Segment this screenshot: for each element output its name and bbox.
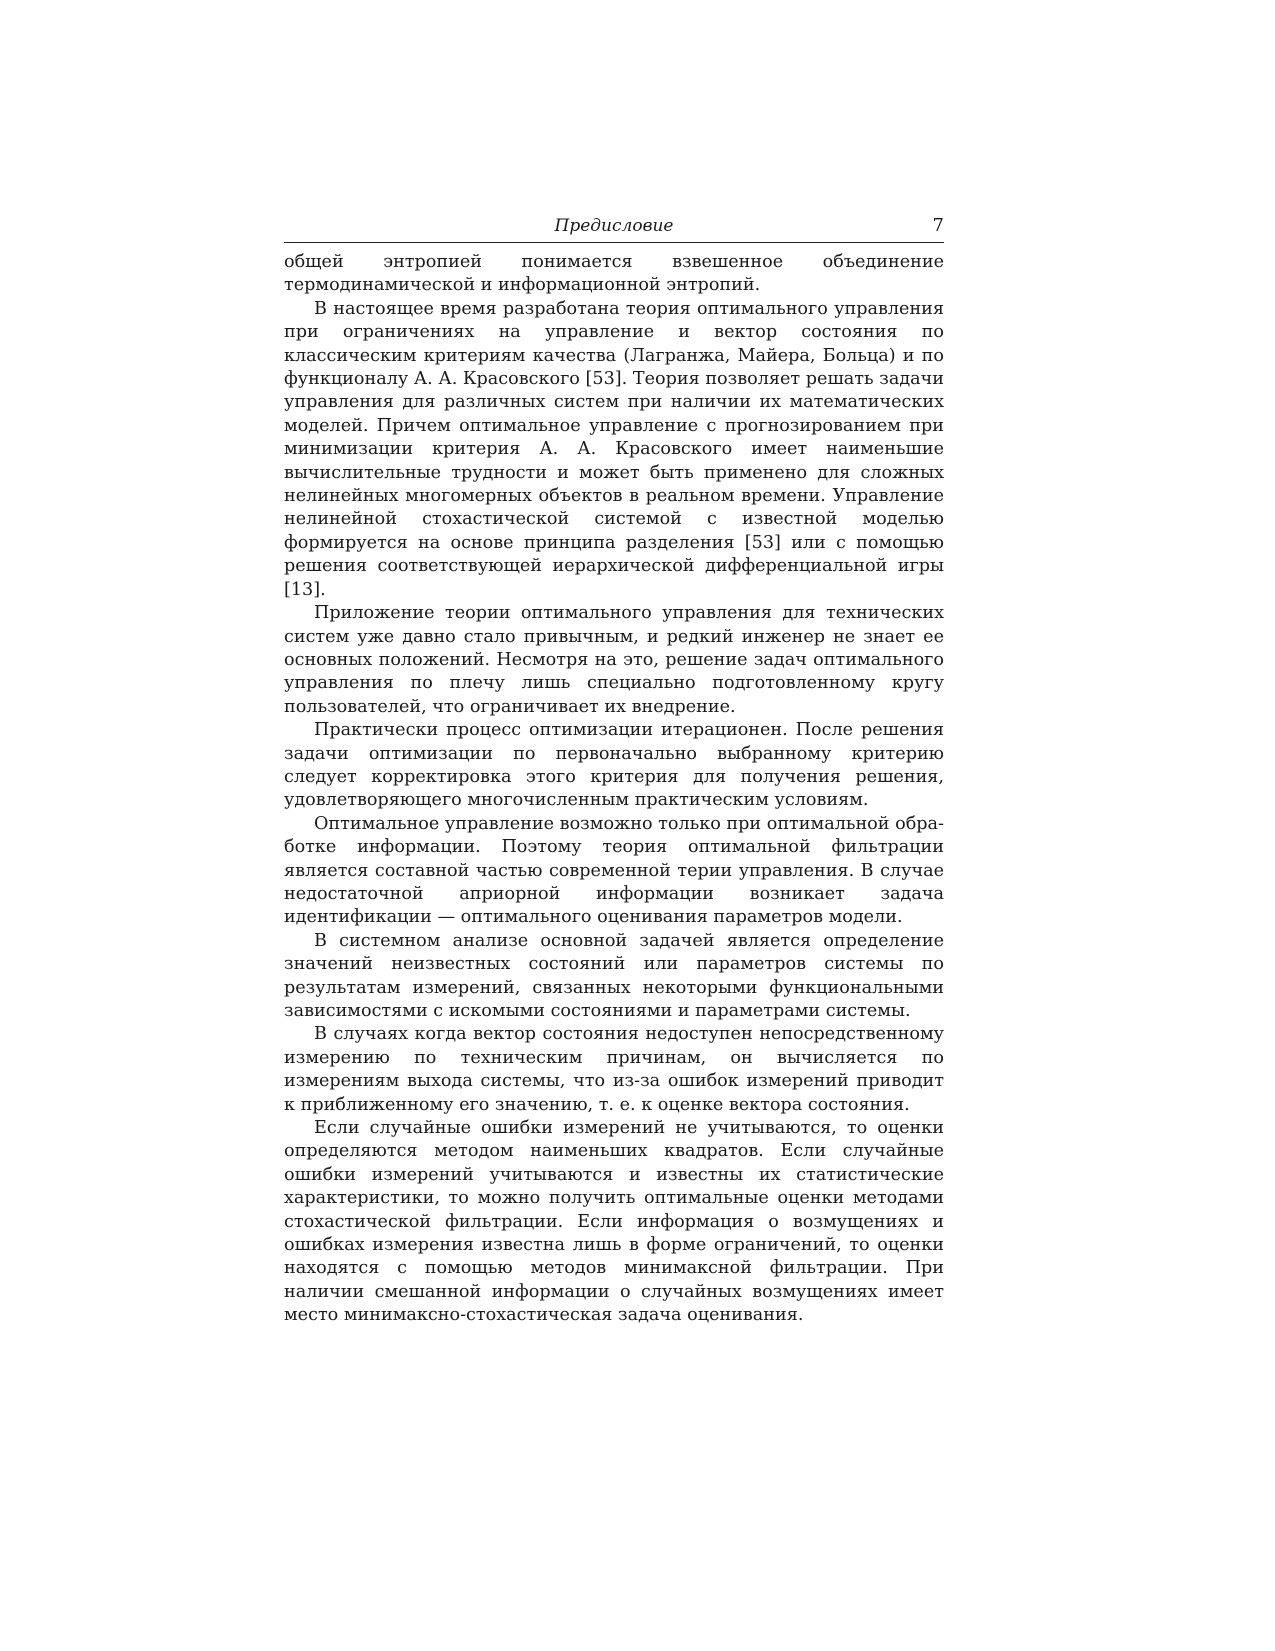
paragraph: общей энтропией понимается взвешенное объединение термодинамической и информационной энтропий. <box>284 252 944 296</box>
running-title: Предисловие <box>554 216 674 236</box>
paragraph: Оптимальное управление возможно только при оптимальной обработке информации. Поэтому теория оптимальной фильтрации является составной частью современной терии управления. В случае недостаточной априорной информации возникает задача идентификации — оптимального оценивания параметров модели. <box>284 813 944 928</box>
book-page <box>284 212 944 1328</box>
paragraph: Практически процесс оптимизации итерационен. После решения задачи оптимизации по первоначально выбранному критерию следует корректировка этого критерия для получения решения, удовлетворяющего многочисленным практическим условиям. <box>284 720 944 811</box>
running-header <box>284 212 944 243</box>
body-text <box>284 251 944 1328</box>
paragraph: В случаях когда вектор состояния недоступен непосредственному измерению по техническим причинам, он вычисляется по измерениям выхода системы, что из-за ошибок измерений приводит к приближенному его значению, т. е. к оценке вектора состояния. <box>284 1024 944 1115</box>
page-number: 7 <box>932 215 944 236</box>
paragraph: В настоящее время разработана теория оптимального управления при ограничениях на управление и вектор состояния по классическим критериям качества (Лагранжа, Майера, Больца) и по функционалу А. А. Красовского [53]. Теория позволяет решать задачи управления для различных систем при наличии их математических моделей. Причем оптимальное управление с прогнозированием при минимизации критерия А. А. Красовского имеет наименьшие вычислительные трудности и может быть применено для сложных нелинейных многомерных объектов в реальном времени. Управление нелинейной стохастической системой с известной моделью формируется на основе принципа разделения [53] или с помощью решения соответствующей иерархической дифференциальной игры [13]. <box>284 298 944 600</box>
paragraph: Приложение теории оптимального управления для технических систем уже давно стало привычным, и редкий инженер не знает ее основных положений. Несмотря на это, решение задач оптимального управления по плечу лишь специально подготовленному кругу пользователей, что ограничивает их внедрение. <box>284 603 944 717</box>
paragraph: В системном анализе основной задачей является определение значений неизвестных состояний или параметров системы по результатам измерений, связанных некоторыми функциональными зависимостями с искомыми состояниями и параметрами системы. <box>284 930 944 1021</box>
paragraph: Если случайные ошибки измерений не учитываются, то оценки определяются методом наименьших квадратов. Если случайные ошибки измерений учитываются и известны их статистические характеристики, то можно получить оптимальные оценки методами стохастической фильтрации. Если информация о возмущениях и ошибках измерения известна лишь в форме ограничений, то оценки находятся с помощью методов минимаксной фильтрации. При наличии смешанной информации о случайных возмущениях имеет место минимаксно-стохастическая задача оценивания. <box>284 1118 944 1326</box>
